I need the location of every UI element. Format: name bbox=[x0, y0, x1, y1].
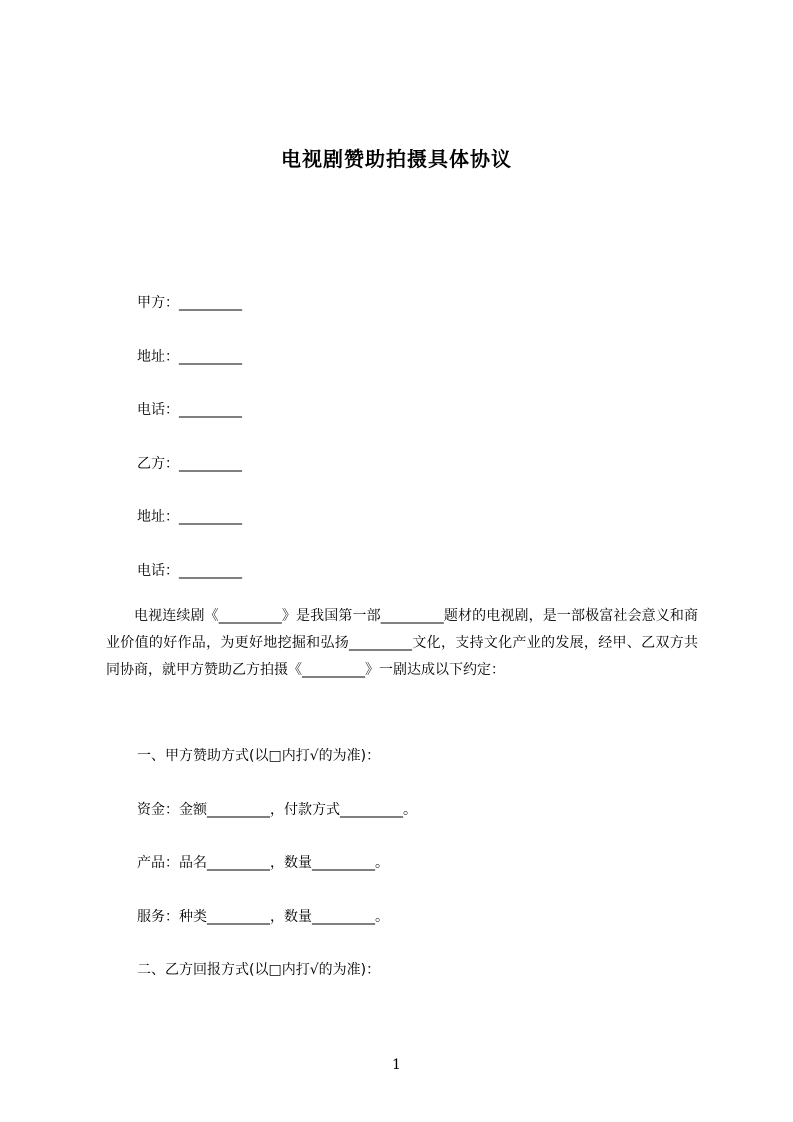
party-a-name: 甲方：_________ bbox=[137, 295, 242, 311]
sponsorship-services-line: 服务：种类_________，数量_________。 bbox=[137, 909, 389, 925]
party-b-phone: 电话：_________ bbox=[137, 563, 242, 579]
sponsorship-products-line: 产品：品名_________，数量_________。 bbox=[137, 855, 389, 871]
document-title: 电视剧赞助拍摄具体协议 bbox=[281, 147, 512, 171]
party-a-phone: 电话：_________ bbox=[137, 402, 242, 418]
party-a-address: 地址：_________ bbox=[137, 349, 242, 365]
sponsorship-funds-line: 资金：金额_________，付款方式_________。 bbox=[137, 802, 417, 818]
party-b-name: 乙方：_________ bbox=[137, 456, 242, 472]
party-b-address: 地址：_________ bbox=[137, 509, 242, 525]
section-2-heading: 二、乙方回报方式(以□内打√的为准)： bbox=[137, 962, 381, 978]
section-1-heading: 一、甲方赞助方式(以□内打√的为准)： bbox=[137, 748, 381, 764]
page-number: 1 bbox=[392, 1057, 401, 1073]
intro-paragraph: 电视连续剧《_________》是我国第一部_________题材的电视剧，是一部极富社会意义和商业价值的好作品，为更好地挖掘和弘扬_________文化，支持文化产业的发展，经甲、乙双方共同协商，就甲方赞助乙方拍摄《_________》一剧达成以下约定： bbox=[106, 608, 698, 678]
